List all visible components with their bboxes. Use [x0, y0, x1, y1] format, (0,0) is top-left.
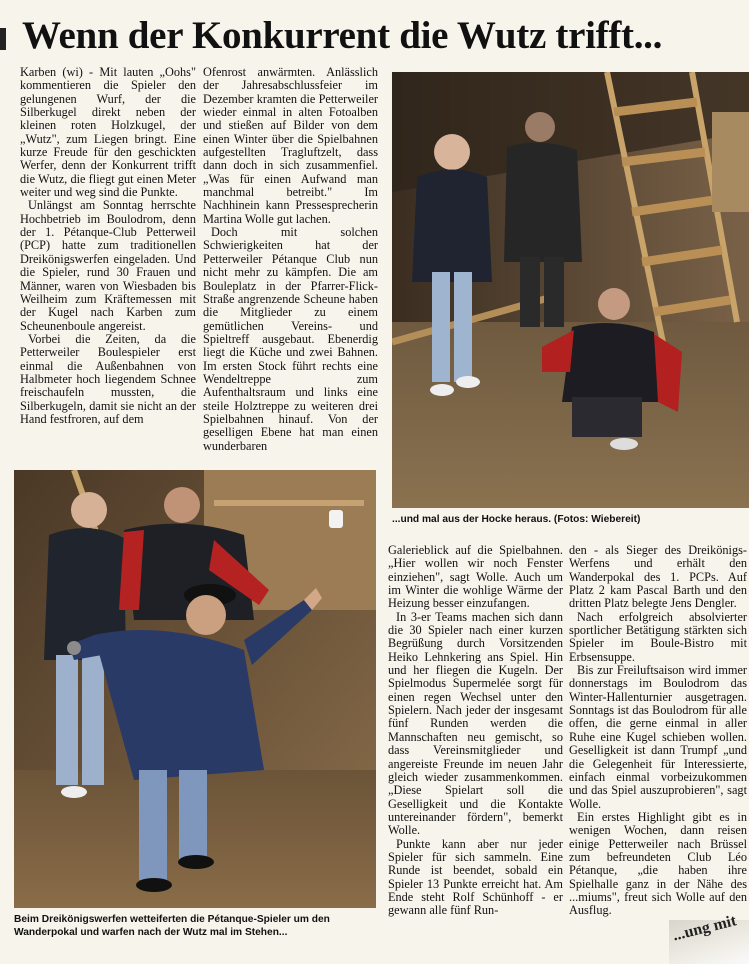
- article-column-4: [569, 544, 747, 962]
- photo-player-throwing: [14, 470, 376, 908]
- paragraph: Galerieblick auf die Spielbahnen. „Hier wollen wir noch Fenster einziehen", sagt Wolle. Auch um im Winter die wohlige Wärme der Heizung besser einzufangen.: [388, 544, 563, 611]
- paragraph: Unlängst am Sonntag herrschte Hochbetrieb im Boulodrom, denn der 1. Pétanque-Club Petterweil (PCP) hatte zum traditionellen Dreikönigswerfen eingeladen. Und die Spieler, rund 30 Frauen und Männer, waren von Wiesbaden bis Weilheim zum Kräftemessen mit der Kugel nach Karben zum Scheunenboule angereist.: [20, 198, 196, 333]
- paragraph: Ein erstes Highlight gibt es in wenigen Wochen, dann reisen einige Petterweiler nach Brüssel zum befreundeten Club Léo Pétanque, „die haben ihre Spielhalle ganz in der Nähe des ...miums", freut sich Wolle auf den Ausflug.: [569, 809, 747, 918]
- paragraph: Punkte kann aber nur jeder Spieler für sich sammeln. Eine Runde ist beendet, sobald ein Spieler 13 Punkte erreicht hat. Am Ende steht Rolf Schünhoff - er gewann alle fünf Run-: [388, 836, 563, 918]
- paragraph: Bis zur Freiluftsaison wird immer donnerstags im Boulodrom das Winter-Hallenturnier ausgetragen. Sonntags ist das Boulodrom für alle offen, die gerne einmal in aller Ruhe eine Kugel schieben wollen. Geselligkeit ist dann Trumpf „und die Gelegenheit für Interessierte, einfach einmal vorbeizukommen und das Spiel auszuprobieren", sagt Wolle.: [569, 663, 747, 811]
- paragraph: Ofenrost anwärmten. Anlässlich der Jahresabschlussfeier im Dezember kramten die Petterweiler wieder einmal in alten Fotoalben und stießen auf Bilder von dem einen Winter über die Spielbahnen aufgestellten Tragluftzelt, dass dann doch in sich zusammenfiel. „Was für einen Aufwand man manchmal betreibt." Im Nachhinein kann Pressesprecherin Martina Wolle gut lachen.: [203, 66, 378, 226]
- folded-page-text: ...ung mit: [671, 912, 739, 945]
- paragraph: den - als Sieger des Dreikönigs-Werfens und erhält den Wanderpokal des 1. PCPs. Auf Platz 2 kam Pascal Barth und den dritten Platz belegte Jens Dengler.: [569, 544, 747, 611]
- photo-caption-right: ...und mal aus der Hocke heraus. (Fotos: Wiebereit): [392, 514, 641, 525]
- paragraph: In 3-er Teams machen sich dann die 30 Spieler nach einer kurzen Begrüßung durch Vorsitzenden Heiko Lehnkering ans Spiel. Hin und her fliegen die Kugeln. Der Spielmodus Supermelée sorgt für einen regen Wechsel unter den Spielern. Nach jeder der insgesamt fünf Runden werden die Mannschaften neu gemischt, so dass Vereinsmitglieder und angereiste Freunde im neuen Jahr gleich wieder zusammenkommen. „Diese Spielart soll die Geselligkeit und die Kontakte untereinander fördern", bemerkt Wolle.: [388, 609, 563, 838]
- paragraph: Vorbei die Zeiten, da die Petterweiler Boulespieler erst einmal die Außenbahnen von Halbmeter hoch liegendem Schnee freischaufeln mussten, die Silberkugeln, damit sie nicht an der Hand festfroren, auf dem: [20, 331, 196, 426]
- article-column-2: [203, 66, 378, 462]
- paragraph: Doch mit solchen Schwierigkeiten hat der Petterweiler Pétanque Club nun nicht mehr zu kämpfen. Die am Bouleplatz in der Pfarrer-Flick-Straße angrenzende Scheune haben die Mitglieder zu einem gemütlichen Vereins- und Spieltreff ausgebaut. Ebenerdig liegt die Küche und zwei Bahnen. Im ersten Stock führt rechts eine Wendeltreppe zum Aufenthaltsraum und links eine steile Holztreppe zu weiteren drei Spielbahnen hinauf. Von der geselligen Ebene hat man einen wunderbaren: [203, 225, 378, 453]
- page-edge-mark: [0, 28, 6, 50]
- article-headline: Wenn der Konkurrent die Wutz trifft...: [22, 14, 663, 57]
- photo-caption-left: Beim Dreikönigswerfen wetteiferten die Pétanque-Spieler um den Wanderpokal und warfen nach der Wutz mal im Stehen...: [14, 914, 330, 938]
- paragraph: Nach erfolgreich absolvierter sportlicher Betätigung stärkten sich Spieler im Boule-Bistro mit Erbsensuppe.: [569, 609, 747, 664]
- photo-players-crouching: [392, 72, 749, 508]
- article-column-3: [388, 544, 563, 962]
- article-column-1: [20, 66, 196, 462]
- paragraph: Karben (wi) - Mit lauten „Oohs" kommentieren die Spieler den gelungenen Wurf, der die Silberkugel direkt neben der kleinen roten Holzkugel, der „Wutz", zum Liegen bringt. Eine kurze Freude für den geschickten Werfer, denn der Konkurrent trifft die Wutz, die fliegt gut einen Meter weiter und weg sind die Punkte.: [20, 66, 196, 200]
